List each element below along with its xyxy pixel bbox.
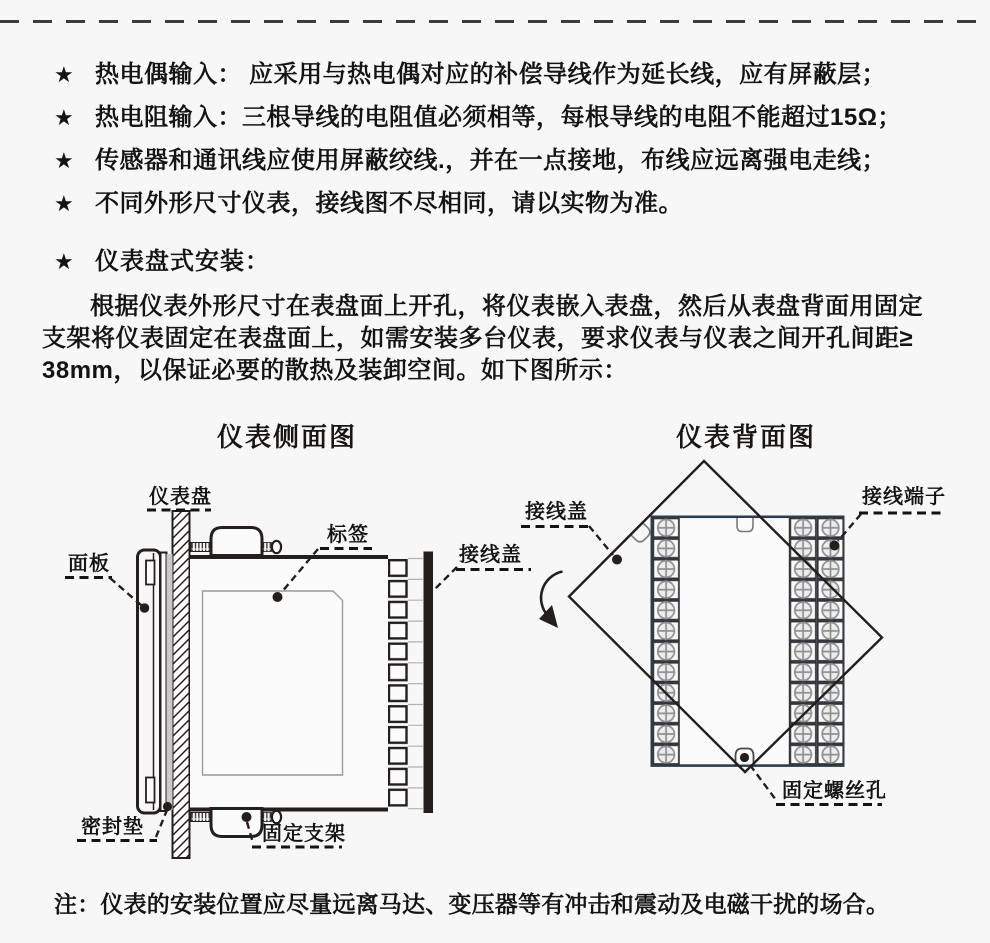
label-terminal-cover-side: 接线盖 — [459, 544, 522, 566]
fixing-bracket-top — [191, 528, 281, 556]
fixing-screw-hole-dot — [740, 753, 749, 762]
leader-line — [434, 567, 457, 590]
screw-thread — [263, 543, 272, 552]
bullet-text: 传感器和通讯线应使用屏蔽绞线.，并在一点接地，布线应远离强电走线； — [95, 147, 887, 174]
bezel-clip — [146, 778, 155, 803]
star-icon: ★ — [54, 249, 75, 274]
diagrams-canvas — [0, 410, 990, 880]
bezel-clip — [146, 561, 155, 585]
footer-note: 注：仪表的安装位置应尽量远离马达、变压器等有冲击和震动及电磁干扰的场合。 — [54, 891, 890, 917]
top-dashed-divider — [0, 20, 990, 23]
leader-line — [156, 810, 167, 837]
paragraph-line: 根据仪表外形尺寸在表盘面上开孔，将仪表嵌入表盘，然后从表盘背面用固定 — [90, 293, 923, 320]
terminal-grid-right — [816, 518, 843, 766]
leader-dot — [140, 603, 150, 613]
star-icon: ★ — [54, 148, 75, 173]
terminal-cover-bar — [424, 552, 434, 814]
paragraph-line: 38mm，以保证必要的散热及装卸空间。如下图所示： — [42, 356, 628, 384]
instrument-case — [190, 556, 388, 809]
rotation-arrow — [539, 572, 563, 629]
leader-dot — [242, 812, 252, 822]
label-front-panel: 面板 — [68, 553, 110, 575]
leader-line — [750, 765, 776, 800]
star-icon: ★ — [54, 62, 75, 87]
leader-dot — [163, 802, 172, 811]
label-tag: 标签 — [327, 524, 369, 546]
bullet-text: 热电偶输入： 应采用与热电偶对应的补偿导线作为延长线，应有屏蔽层； — [95, 61, 887, 88]
label-terminal-cover-back: 接线盖 — [525, 501, 588, 523]
bullet-item — [54, 103, 902, 133]
terminal-strip — [388, 558, 408, 808]
label-gasket: 密封垫 — [81, 816, 144, 838]
screw-head — [272, 541, 281, 553]
cover-tab-rotated — [630, 522, 652, 544]
bullet-item — [54, 60, 902, 90]
back-view-title: 仪表背面图 — [675, 423, 817, 453]
panel-wall-hatched — [173, 511, 190, 858]
leader-dot — [273, 592, 283, 602]
label-screw-hole: 固定螺丝孔 — [782, 780, 887, 802]
bullet-text: 不同外形尺寸仪表，接线图不尽相同，请以实物为准。 — [95, 190, 683, 217]
section-title: 仪表盘式安装： — [95, 248, 270, 275]
label-bracket: 固定支架 — [262, 823, 346, 845]
side-view-title: 仪表侧面图 — [216, 423, 358, 453]
bezel-flange — [161, 553, 167, 812]
bullet-list — [54, 60, 902, 232]
leader-dot — [612, 555, 622, 565]
bracket-body — [211, 528, 262, 556]
paragraph-line: 支架将仪表固定在表盘面上，如需安装多台仪表，要求仪表与仪表之间开孔间距≥ — [42, 324, 914, 352]
seal-gasket-strip — [167, 554, 173, 810]
star-icon: ★ — [54, 191, 75, 216]
star-icon: ★ — [54, 105, 75, 130]
label-panel-board: 仪表盘 — [149, 486, 212, 508]
screw-thread — [191, 813, 211, 822]
top-tab — [737, 518, 753, 532]
label-terminals: 接线端子 — [862, 486, 946, 508]
front-bezel — [138, 550, 161, 813]
leader-line — [589, 526, 613, 555]
bracket-body — [211, 809, 262, 837]
screw-thread — [191, 543, 211, 552]
terminal-grid-right — [789, 518, 816, 766]
side-view-diagram — [65, 484, 531, 858]
section-heading — [54, 247, 270, 277]
screw-thread — [263, 813, 272, 822]
leader-dot — [830, 541, 840, 551]
bullet-item — [54, 146, 902, 176]
bullet-text: 热电阻输入：三根导线的电阻值必须相等，每根导线的电阻不能超过15Ω； — [95, 104, 902, 131]
terminal-grid-left — [652, 518, 679, 766]
terminal-strip-rungs — [408, 559, 423, 809]
screw-head — [272, 811, 281, 823]
installation-paragraph — [42, 291, 950, 386]
back-view-diagram — [521, 461, 946, 805]
bullet-item — [54, 189, 902, 219]
